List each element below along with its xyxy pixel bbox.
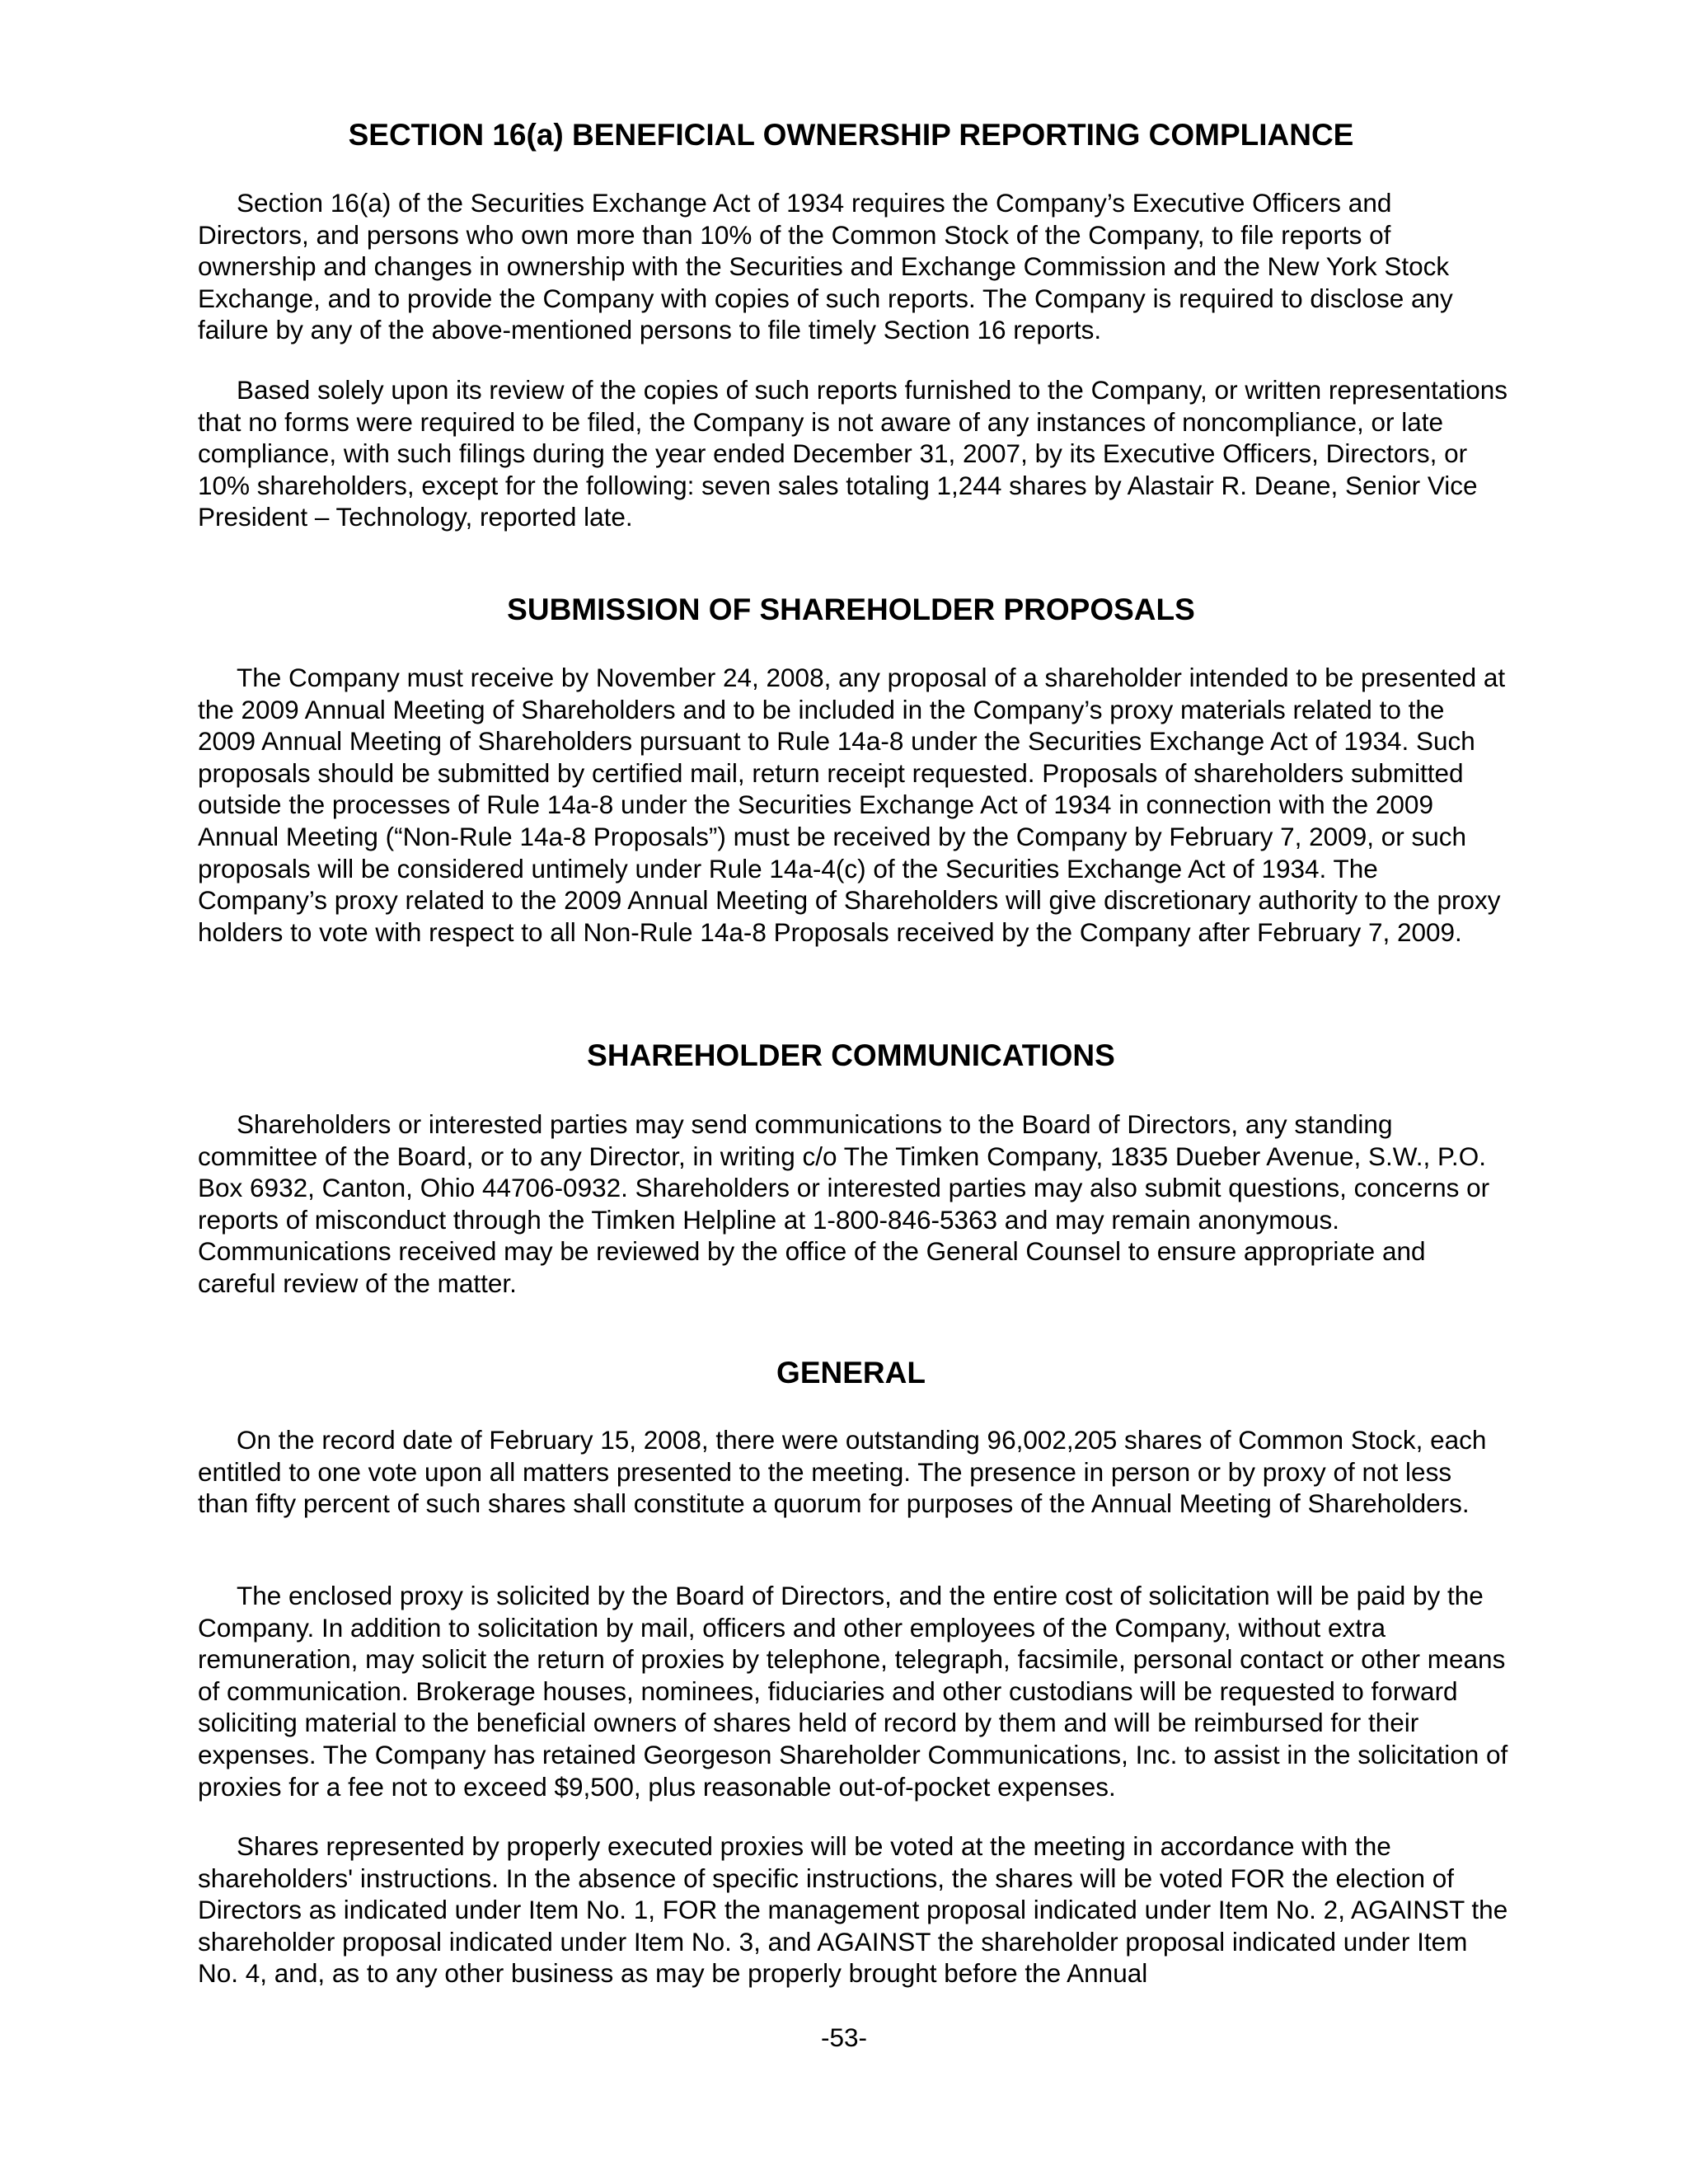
proposals-paragraph-1: The Company must receive by November 24, 2008, any proposal of a shareholder intended to be presented at the 2009 Annual Meeting of Shareholders and to be included in the Company’s proxy materials related to the 2009 Annual Meeting of Shareholders pursuant to Rule 14a-8 under the Securities Exchange Act of 1934. Such proposals should be submitted by certified mail, return receipt requested. Proposals of shareholders submitted outside the processes of Rule 14a-8 under the Securities Exchange Act of 1934 in connection with the 2009 Annual Meeting (“Non-Rule 14a-8 Proposals”) must be received by the Company by February 7, 2009, or such proposals will be considered untimely under Rule 14a-4(c) of the Securities Exchange Act of 1934. The Company’s proxy related to the 2009 Annual Meeting of Shareholders will give discretionary authority to the proxy holders to vote with respect to all Non-Rule 14a-8 Proposals received by the Company after February 7, 2009. <box>198 663 1506 947</box>
communications-paragraph-1: Shareholders or interested parties may send communications to the Board of Directors, any standing committee of the Board, or to any Director, in writing c/o The Timken Company, 1835 Dueber Avenue, S.W., P.O. Box 6932, Canton, Ohio 44706-0932. Shareholders or interested parties may also submit questions, concerns or reports of misconduct through the Timken Helpline at 1-800-846-5363 and may remain anonymous. Communications received may be reviewed by the office of the General Counsel to ensure appropriate and careful review of the matter. <box>198 1109 1490 1298</box>
general-paragraph-3: Shares represented by properly executed proxies will be voted at the meeting in accordance with the shareholders' instructions. In the absence of specific instructions, the shares will be voted FOR the election of Directors as indicated under Item No. 1, FOR the management proposal indicated under Item No. 2, AGAINST the shareholder proposal indicated under Item No. 3, and AGAINST the shareholder proposal indicated under Item No. 4, and, as to any other business as may be properly brought before the Annual <box>198 1831 1508 1989</box>
section16-paragraph-1: Section 16(a) of the Securities Exchange Act of 1934 requires the Company’s Executive Officers and Directors, and persons who own more than 10% of the Common Stock of the Company, to file reports of ownership and changes in ownership with the Securities and Exchange Commission and the New York Stock Exchange, and to provide the Company with copies of such reports. The Company is required to disclose any failure by any of the above-mentioned persons to file timely Section 16 reports. <box>198 188 1453 345</box>
general-heading: GENERAL <box>776 1356 926 1390</box>
communications-heading: SHAREHOLDER COMMUNICATIONS <box>587 1038 1115 1072</box>
page-number: -53- <box>820 2022 868 2052</box>
section16-paragraph-2: Based solely upon its review of the copies of such reports furnished to the Company, or written representations that no forms were required to be filed, the Company is not aware of any instances of noncompliance, or late compliance, with such filings during the year ended December 31, 2007, by its Executive Officers, Directors, or 10% shareholders, except for the following: seven sales totaling 1,244 shares by Alastair R. Deane, Senior Vice President – Technology, reported late. <box>198 375 1507 532</box>
general-paragraph-2: The enclosed proxy is solicited by the Board of Directors, and the entire cost of solicitation will be paid by the Company. In addition to solicitation by mail, officers and other employees of the Company, without extra remuneration, may solicit the return of proxies by telephone, telegraph, facsimile, personal contact or other means of communication. Brokerage houses, nominees, fiduciaries and other custodians will be requested to forward soliciting material to the beneficial owners of shares held of record by them and will be reimbursed for their expenses. The Company has retained Georgeson Shareholder Communications, Inc. to assist in the solicitation of proxies for a fee not to exceed $9,500, plus reasonable out-of-pocket expenses. <box>198 1581 1508 1802</box>
general-paragraph-1: On the record date of February 15, 2008, there were outstanding 96,002,205 shares of Common Stock, each entitled to one vote upon all matters presented to the meeting. The presence in person or by proxy of not less than fifty percent of such shares shall constitute a quorum for purposes of the Annual Meeting of Shareholders. <box>198 1425 1487 1519</box>
proposals-heading: SUBMISSION OF SHAREHOLDER PROPOSALS <box>507 593 1195 626</box>
section16-heading: SECTION 16(a) BENEFICIAL OWNERSHIP REPORTING COMPLIANCE <box>348 118 1354 152</box>
